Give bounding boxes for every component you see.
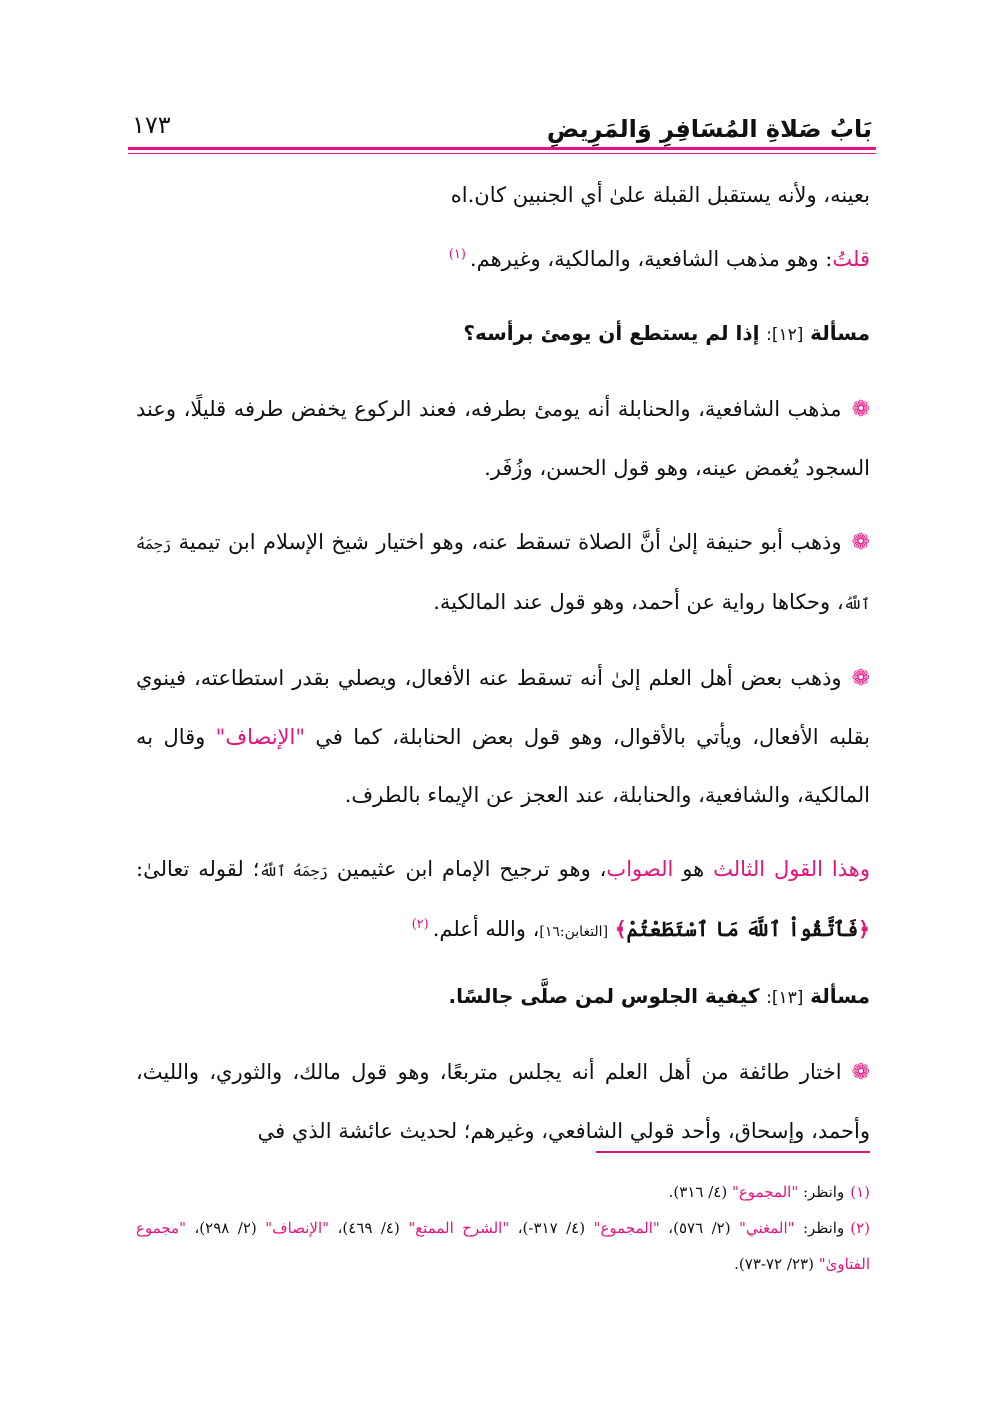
footnote-2-book: "الشرح الممتع" <box>408 1219 510 1237</box>
paragraph-6-text-a: هو <box>682 857 705 881</box>
flower-bullet-icon: ❁ <box>851 397 870 422</box>
footnote-2-part: (٢/ ٥٧٦)، <box>659 1219 740 1237</box>
qultu-label: قلتُ <box>832 247 870 271</box>
footnote-1-number: (١) <box>850 1183 870 1201</box>
honorific-rahimahullah: رَحِمَهُ ٱللَّهُ <box>259 862 328 880</box>
footnote-2-book: "المغني" <box>739 1219 795 1237</box>
footnote-2-part: وانظر: <box>794 1219 845 1237</box>
issue-12-heading <box>136 304 870 364</box>
footnote-2-book: "الإنصاف" <box>265 1219 330 1237</box>
header-rule-thick <box>128 147 876 150</box>
footnote-2-book: "مجموع الفتاوىٰ" <box>136 1219 870 1273</box>
paragraph-7 <box>136 1043 870 1160</box>
paragraph-2 <box>136 230 870 288</box>
footnote-ref-1[interactable]: (١) <box>448 247 466 262</box>
paragraph-7-text: اختار طائفة من أهل العلم أنه يجلس متربعًا، وهو قول مالك، والثوري، والليث، وأحمد، وإسحاق، وأحد قولي الشافعي، وغيرهم؛ لحديث عائشة الذي في <box>136 1060 870 1143</box>
issue-12-title: إذا لم يستطع أن يومئ برأسه؟ <box>463 321 760 345</box>
paragraph-4-text-a: وذهب أبو حنيفة إلىٰ أنَّ الصلاة تسقط عنه، وهو اختيار شيخ الإسلام ابن تيمية <box>178 530 842 554</box>
footnote-1-book: "المجموع" <box>731 1183 799 1201</box>
quran-close-bracket: ﴾ <box>614 917 627 941</box>
flower-bullet-icon: ❁ <box>851 1060 870 1085</box>
issue-12-number: [١٢]: <box>766 325 804 345</box>
flower-bullet-icon: ❁ <box>851 530 870 555</box>
footnote-1-part: (٤/ ٣١٦). <box>668 1183 732 1201</box>
issue-13-number: [١٣]: <box>766 988 804 1008</box>
footnote-1-part: وانظر: <box>798 1183 845 1201</box>
page-number: ١٧٣ <box>132 111 171 139</box>
paragraph-6-text-d: ، والله أعلم. <box>432 917 540 941</box>
paragraph-6-text-c: ؛ لقوله تعالىٰ: <box>136 857 260 881</box>
third-opinion-phrase: وهذا القول الثالث <box>713 857 870 881</box>
footnote-2-book: "المجموع" <box>593 1219 660 1237</box>
paragraph-4 <box>136 513 870 633</box>
issue-13-title: كيفية الجلوس لمن صلَّى جالسًا. <box>448 984 760 1008</box>
paragraph-6-text-b: ، وهو ترجيح الإمام ابن عثيمين <box>336 857 607 881</box>
header-rule-thin <box>128 153 876 154</box>
paragraph-5 <box>136 649 870 824</box>
paragraph-5-text-b: وقال به المالكية، والشافعية، والحنابلة، عند العجز عن الإيماء بالطرف. <box>136 725 870 807</box>
issue-13-heading <box>136 967 870 1027</box>
main-text <box>136 166 870 1166</box>
paragraph-1-text: بعينه، ولأنه يستقبل القبلة علىٰ أي الجنبين كان.اه <box>450 183 870 207</box>
paragraph-3 <box>136 380 870 497</box>
verse-reference: [التغابن:١٦] <box>539 924 609 940</box>
footnote-1 <box>136 1174 870 1210</box>
book-title-insaf: "الإنصاف" <box>215 725 306 749</box>
paragraph-3-text: مذهب الشافعية، والحنابلة أنه يومئ بطرفه، فعند الركوع يخفض طرفه قليلًا، وعند السجود يُغمض عينه، وهو قول الحسن، وزُفَر. <box>136 397 870 480</box>
quran-verse-text: فَٱتَّقُواْ ٱللَّهَ مَا ٱسْتَطَعْتُمْ <box>626 917 859 941</box>
flower-bullet-icon: ❁ <box>851 666 870 691</box>
footnote-2-part: (٢/ ٢٩٨)، <box>186 1219 266 1237</box>
paragraph-4-text-b: ، وحكاها رواية عن أحمد، وهو قول عند المالكية. <box>433 590 844 614</box>
quran-verse <box>615 917 870 941</box>
footnote-separator <box>596 1151 870 1153</box>
correct-word: الصواب <box>606 857 674 881</box>
paragraph-5-text-a: وذهب بعض أهل العلم إلىٰ أنه تسقط عنه الأفعال، ويصلي بقدر استطاعته، فينوي بقلبه الأفعال، ويأتي بالأقوال، وهو قول بعض الحنابلة، كما في <box>136 666 870 749</box>
footnote-2-part: (٢٣/ ٧٢-٧٣). <box>734 1255 819 1273</box>
issue-13-label: مسألة <box>810 984 870 1008</box>
footnote-2-number: (٢) <box>850 1219 870 1237</box>
paragraph-2-text: : وهو مذهب الشافعية، والمالكية، وغيرهم. <box>469 247 833 271</box>
page-header <box>128 106 876 150</box>
chapter-title: بَابُ صَلاةِ المُسَافِرِ وَالمَرِيضِ <box>546 115 872 143</box>
footnote-2-part: (٤/ ٣١٧-)، <box>509 1219 594 1237</box>
honorific-rahimahullah: رَحِمَهُ ٱللَّهُ <box>136 535 870 613</box>
quran-open-bracket: ﴿ <box>858 917 870 941</box>
paragraph-6 <box>136 840 870 961</box>
footnote-2-part: (٤/ ٤٦٩)، <box>329 1219 409 1237</box>
footnotes <box>136 1174 870 1282</box>
paragraph-1 <box>136 166 870 224</box>
issue-12-label: مسألة <box>810 321 870 345</box>
footnote-ref-2[interactable]: (٢) <box>411 917 429 932</box>
footnote-2 <box>136 1210 870 1282</box>
